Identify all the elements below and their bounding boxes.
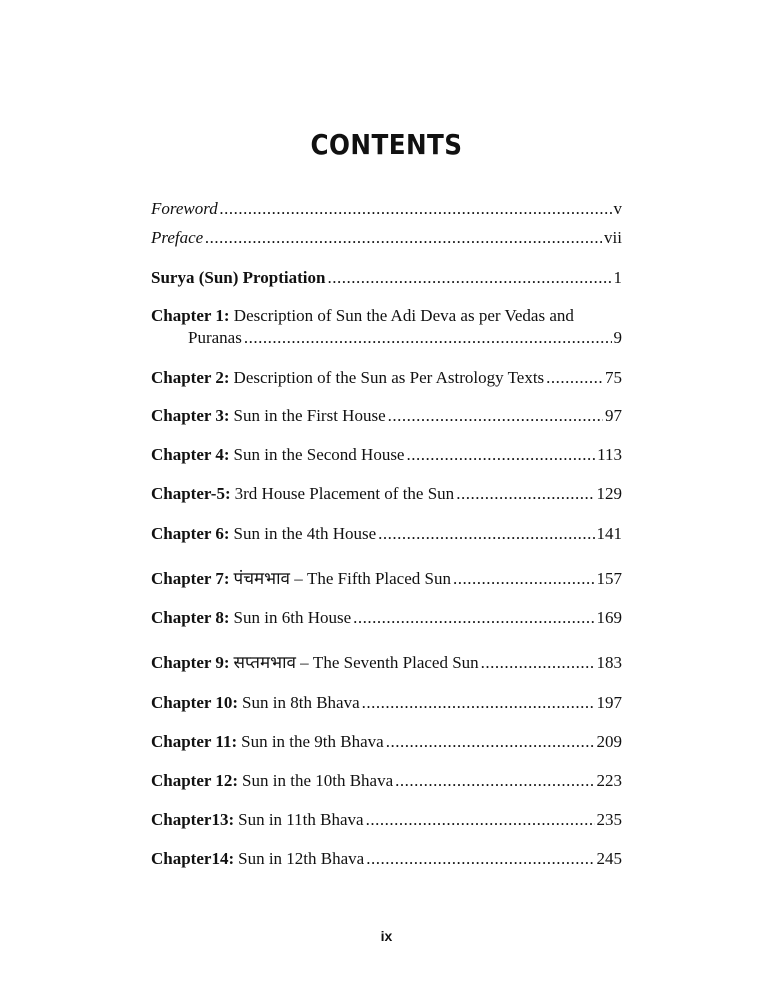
dot-leader — [366, 809, 595, 831]
toc-entry-page: 183 — [596, 653, 622, 672]
toc-entry-label: Chapter 4: — [151, 445, 230, 464]
toc-entry-chapter-1-line1[interactable] — [151, 305, 622, 327]
toc-entry-chapter-7[interactable] — [151, 568, 622, 590]
toc-entry-chapter-4[interactable] — [151, 444, 622, 466]
toc-entry-chapter-3[interactable] — [151, 405, 622, 427]
toc-entry-label: Surya (Sun) Proptiation — [151, 268, 326, 287]
toc-entry-title: पंचमभाव – The Fifth Placed Sun — [233, 569, 451, 588]
toc-entry-label: Chapter 6: — [151, 524, 230, 543]
dot-leader — [378, 523, 594, 545]
dot-leader — [327, 267, 611, 289]
toc-entry-label: Chapter 3: — [151, 406, 230, 425]
toc-entry-label: Chapter 12: — [151, 771, 239, 790]
toc-entry-page: 97 — [605, 406, 622, 425]
toc-entry-title: Sun in 12th Bhava — [238, 849, 365, 868]
toc-entry-label: Chapter 10: — [151, 693, 239, 712]
table-of-contents — [151, 0, 622, 1000]
toc-entry-surya-propitiation[interactable] — [151, 267, 622, 289]
toc-entry-page: 129 — [596, 484, 622, 503]
dot-leader — [481, 652, 595, 674]
toc-entry-label: Chapter 9: — [151, 653, 230, 672]
toc-entry-chapter-13[interactable] — [151, 809, 622, 831]
toc-entry-page: v — [613, 199, 622, 218]
toc-entry-page: 157 — [596, 569, 622, 588]
toc-entry-title: सप्तमभाव – The Seventh Placed Sun — [233, 653, 479, 672]
toc-entry-page: 223 — [596, 771, 622, 790]
toc-entry-page: 209 — [596, 732, 622, 751]
toc-entry-label: Chapter 1: — [151, 306, 230, 325]
toc-entry-foreword[interactable] — [151, 198, 622, 220]
toc-entry-page: 235 — [596, 810, 622, 829]
dot-leader — [388, 405, 603, 427]
dot-leader — [395, 770, 594, 792]
dot-leader — [353, 607, 594, 629]
dot-leader — [546, 367, 603, 389]
toc-entry-title: Sun in the First House — [233, 406, 386, 425]
page-title: CONTENTS — [310, 128, 463, 161]
dot-leader — [362, 692, 595, 714]
toc-entry-title: Sun in the 9th Bhava — [241, 732, 384, 751]
toc-entry-label: Chapter 7: — [151, 569, 230, 588]
dot-leader — [456, 483, 594, 505]
dot-leader — [205, 227, 602, 249]
toc-entry-page: 197 — [596, 693, 622, 712]
toc-entry-label: Chapter-5: — [151, 484, 231, 503]
dot-leader — [244, 327, 612, 349]
toc-entry-page: 75 — [605, 368, 622, 387]
toc-entry-page: 9 — [613, 328, 622, 347]
toc-entry-page: 245 — [596, 849, 622, 868]
toc-entry-title: 3rd House Placement of the Sun — [234, 484, 455, 503]
toc-entry-preface[interactable] — [151, 227, 622, 249]
toc-entry-chapter-2[interactable] — [151, 367, 622, 389]
toc-entry-title: Sun in the 10th Bhava — [242, 771, 394, 790]
toc-entry-label: Chapter13: — [151, 810, 235, 829]
toc-entry-title: Sun in 8th Bhava — [242, 693, 360, 712]
toc-entry-chapter-11[interactable] — [151, 731, 622, 753]
dot-leader — [453, 568, 595, 590]
toc-entry-label: Chapter 2: — [151, 368, 230, 387]
toc-entry-chapter-1-line2[interactable] — [188, 327, 622, 349]
dot-leader — [220, 198, 612, 220]
toc-entry-page: 141 — [596, 524, 622, 543]
toc-entry-chapter-12[interactable] — [151, 770, 622, 792]
toc-entry-label: Chapter14: — [151, 849, 235, 868]
toc-entry-chapter-5[interactable] — [151, 483, 622, 505]
toc-entry-page: vii — [604, 228, 622, 247]
toc-entry-title: Foreword — [151, 199, 218, 218]
toc-entry-chapter-6[interactable] — [151, 523, 622, 545]
toc-entry-title: Preface — [151, 228, 204, 247]
toc-entry-page: 169 — [596, 608, 622, 627]
toc-entry-title: Sun in the Second House — [233, 445, 405, 464]
toc-entry-title: Description of the Sun as Per Astrology Texts — [233, 368, 545, 387]
toc-entry-chapter-8[interactable] — [151, 607, 622, 629]
toc-entry-title-continued: Puranas — [188, 328, 242, 347]
dot-leader — [366, 848, 594, 870]
toc-entry-label: Chapter 8: — [151, 608, 230, 627]
toc-entry-chapter-9[interactable] — [151, 652, 622, 674]
dot-leader — [386, 731, 595, 753]
toc-entry-chapter-14[interactable] — [151, 848, 622, 870]
toc-entry-title: Sun in 6th House — [233, 608, 352, 627]
dot-leader — [406, 444, 595, 466]
toc-entry-title: Sun in the 4th House — [233, 524, 377, 543]
page-number: ix — [380, 928, 393, 944]
toc-entry-label: Chapter 11: — [151, 732, 238, 751]
toc-entry-chapter-10[interactable] — [151, 692, 622, 714]
toc-entry-title: Sun in 11th Bhava — [238, 810, 364, 829]
toc-entry-page: 1 — [613, 268, 622, 287]
toc-entry-page: 113 — [597, 445, 622, 464]
toc-entry-title: Description of Sun the Adi Deva as per Vedas and — [233, 306, 574, 325]
